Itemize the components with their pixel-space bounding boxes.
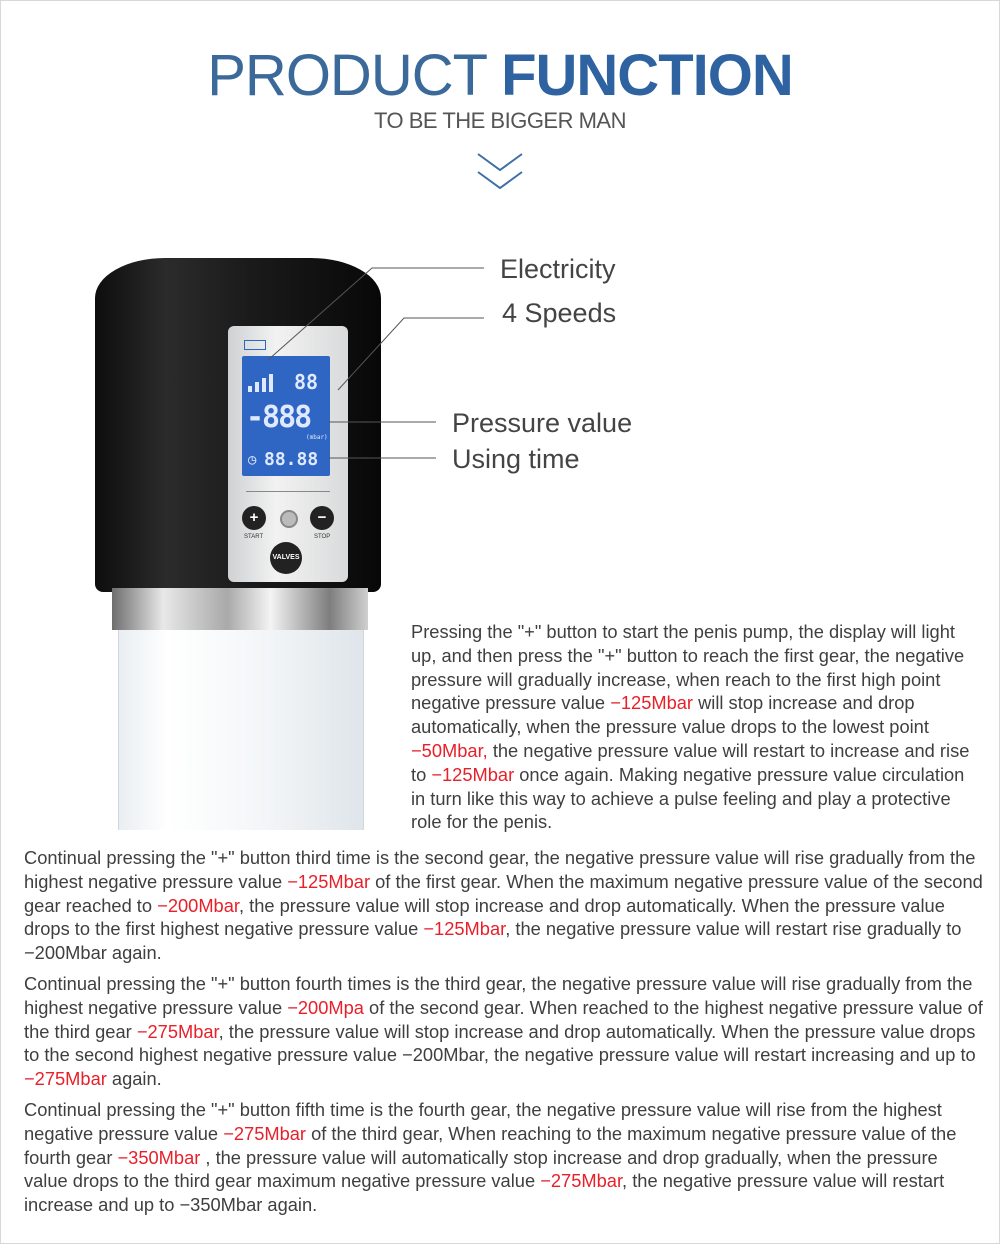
valves-button[interactable]: VALVES [270,542,302,574]
paragraph-text: will stop increase and drop automatically, when the pressure value drops to the lowest point [411,692,929,738]
pressure-value-highlight: −275Mbar [24,1068,107,1090]
title-bold: FUNCTION [501,43,793,108]
callout-time: Using time [452,444,580,474]
paragraph-text: , the pressure value will stop increase and drop automatically. When the pressure value drops to the second highest negative pressure value −200Mbar, the negative pressure value will restart increasing and up to [24,1020,976,1066]
start-label: START [244,534,264,540]
callout-pressure: Pressure value [452,408,633,438]
pressure-value-highlight: −125Mbar [610,692,694,714]
pressure-value-highlight: −50Mbar, [411,739,488,761]
stop-button[interactable]: − [310,506,334,530]
lcd-unit: (mbar) [306,434,328,441]
page-subtitle: TO BE THE BIGGER MAN [373,108,626,133]
pressure-value-highlight: −200Mbar [157,894,239,916]
lcd-speed: 88 [294,370,319,394]
paragraph-text: once again. Making negative pressure value circulation in turn like this way to achieve a pulse feeling and play a protective role for the penis. [411,763,965,833]
paragraph-text: the negative pressure value will restart to increase and rise to [411,739,970,785]
description-paragraph-3 [24,972,984,1091]
paragraph-text: of the third gear, When reaching to the maximum negative pressure value of the fourth gear [24,1122,957,1168]
paragraph-text: again. [106,1068,162,1090]
description-paragraph-1 [411,620,971,834]
stop-label: STOP [314,534,331,540]
paragraph-text: , the pressure value will automatically stop increase and drop gradually, when the pressure value drops to the third gear maximum negative pressure value [24,1146,938,1192]
paragraph-text: of the first gear. When the maximum negative pressure value of the second gear reached to [24,870,983,916]
paragraph-text: Continual pressing the "+" button fourth times is the third gear, the negative pressure value will rise gradually from the highest negative pressure value [24,973,973,1018]
paragraph-text: , the negative pressure value will restart rise gradually to −200Mbar again. [24,918,962,964]
pressure-value-highlight: −275Mbar [136,1020,219,1042]
paragraph-text: , the pressure value will stop increase and drop automatically. When the pressure value drops to the first highest negative pressure value [24,894,945,940]
pressure-value-highlight: −350Mbar [117,1146,201,1168]
pressure-value-highlight: −275Mbar [223,1122,307,1144]
start-button[interactable]: + [242,506,266,530]
description-paragraph-2 [24,846,984,965]
clock-icon: ◷ [248,452,257,468]
paragraph-text: of the second gear. When reached to the highest negative pressure value of the third gear [24,996,983,1042]
paragraph-text: Continual pressing the "+" button third time is the second gear, the negative pressure value will rise gradually from the highest negative pressure value [24,847,976,892]
pressure-value-highlight: −125Mbar [423,918,506,940]
callout-lines [0,0,1000,600]
callout-electricity: Electricity [500,254,616,284]
paragraph-text: Continual pressing the "+" button fifth time is the fourth gear, the negative pressure value will rise from the highest negative pressure value [24,1099,942,1144]
pressure-value-highlight: −275Mbar [540,1170,623,1192]
paragraph-text: Pressing the "+" button to start the penis pump, the display will light up, and then press the "+" button to reach the first gear, the negative pressure will gradually increase, when reach to the first high point negative pressure value [411,621,965,714]
pressure-value-highlight: −125Mbar [287,870,371,892]
pressure-value-highlight: −200Mpa [287,996,364,1018]
pressure-value-highlight: −125Mbar [431,763,515,785]
description-paragraph-4 [24,1098,984,1217]
callout-speeds: 4 Speeds [502,298,617,328]
lcd-time: 88.88 [264,449,319,470]
cylinder-tube [118,630,364,830]
lcd-pressure: -888 [246,400,311,435]
paragraph-text: , the negative pressure value will restart increase and up to −350Mbar again. [24,1170,945,1216]
title-light: PRODUCT [207,43,486,108]
